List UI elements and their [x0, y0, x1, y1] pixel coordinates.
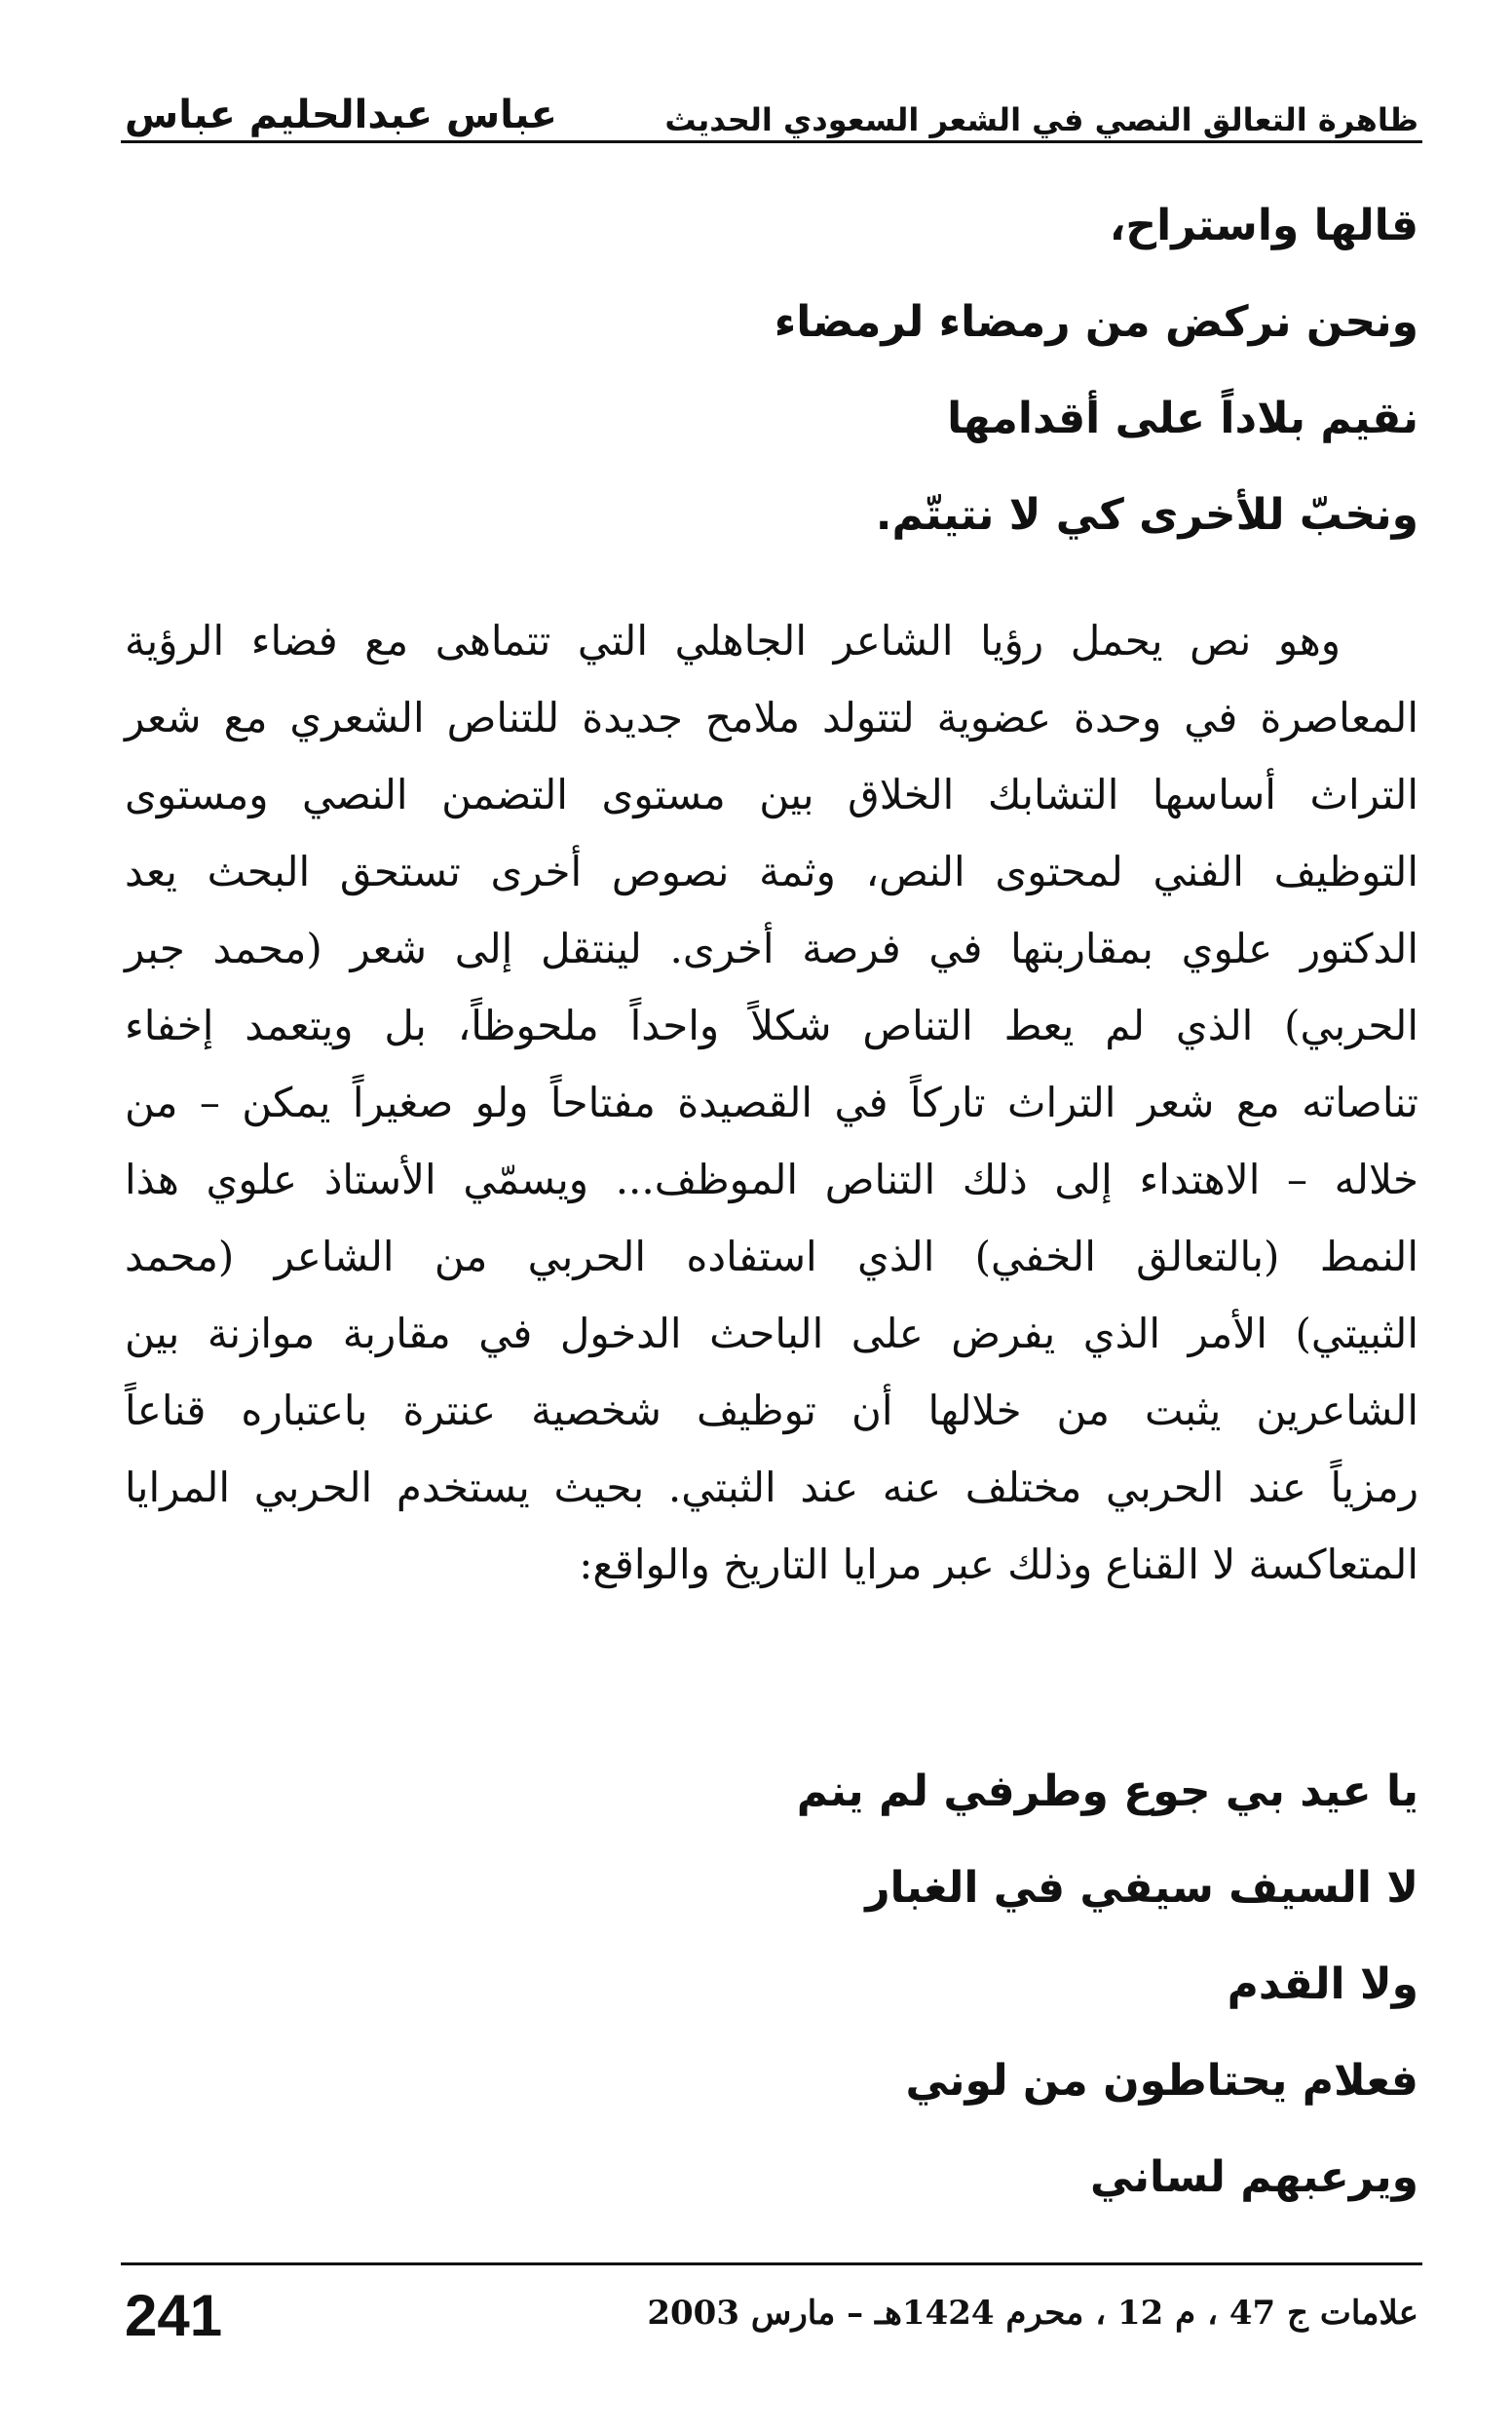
paragraph-line: النمط (بالتعالق الخفي) الذي استفاده الحربي من الشاعر (محمد: [125, 1233, 1418, 1280]
poem-line: ونخبّ للأخرى كي لا نتيتّم.: [875, 490, 1418, 540]
poem-line: نقيم بلاداً على أقدامها: [947, 394, 1418, 443]
poem-line: ونحن نركض من رمضاء لرمضاء: [774, 297, 1418, 347]
poem-line: ويرعبهم لساني: [1090, 2152, 1418, 2202]
paragraph-line: المتعاكسة لا القناع وذلك عبر مرايا التاريخ والواقع:: [579, 1540, 1418, 1588]
footer-divider: [121, 2262, 1422, 2265]
body-paragraph: [125, 602, 1418, 1603]
paragraph-line: الشاعرين يثبت من خلالها أن توظيف شخصية عنترة باعتباره قناعاً: [125, 1387, 1418, 1434]
paragraph-line: التراث أساسها التشابك الخلاق بين مستوى التضمن النصي ومستوى: [125, 771, 1418, 818]
poem-line: ولا القدم: [1227, 1959, 1418, 2009]
header-author: عباس عبدالحليم عباس: [125, 93, 557, 137]
paragraph-line: المعاصرة في وحدة عضوية لتتولد ملامح جديدة للتناص الشعري مع شعر: [125, 694, 1418, 741]
journal-citation: علامات ج 47 ، م 12 ، محرم 1424هـ – مارس 2003: [647, 2294, 1418, 2333]
poem-line: قالها واستراح،: [1109, 201, 1418, 250]
paragraph-line: التوظيف الفني لمحتوى النص، وثمة نصوص أخرى تستحق البحث يعد: [125, 848, 1418, 895]
paragraph-line: الثبيتي) الأمر الذي يفرض على الباحث الدخول في مقاربة موازنة بين: [125, 1310, 1418, 1357]
paragraph-line: الحربي) الذي لم يعط التناص شكلاً واحداً ملحوظاً، بل ويتعمد إخفاء: [125, 1002, 1418, 1049]
paragraph-line: الدكتور علوي بمقاربتها في فرصة أخرى. لينتقل إلى شعر (محمد جبر: [125, 925, 1418, 972]
poem-line: لا السيف سيفي في الغبار: [865, 1863, 1418, 1913]
paragraph-line: وهو نص يحمل رؤيا الشاعر الجاهلي التي تتماهى مع فضاء الرؤية: [125, 617, 1341, 665]
poem-excerpt-bottom: [125, 1743, 1418, 2225]
paragraph-line: خلاله – الاهتداء إلى ذلك التناص الموظف... ويسمّي الأستاذ علوي هذا: [125, 1156, 1418, 1203]
poem-excerpt-top: [125, 177, 1418, 563]
running-footer: [125, 2284, 1418, 2372]
header-title: ظاهرة التعالق النصي في الشعر السعودي الحديث: [664, 100, 1418, 138]
page-number: 241: [125, 2283, 223, 2348]
poem-line: يا عيد بي جوع وطرفي لم ينم: [796, 1767, 1418, 1816]
header-divider: [121, 140, 1422, 143]
paragraph-line: تناصاته مع شعر التراث تاركاً في القصيدة مفتاحاً ولو صغيراً يمكن – من: [125, 1079, 1418, 1126]
running-header: [125, 60, 1418, 138]
poem-line: فعلام يحتاطون من لوني: [905, 2056, 1418, 2106]
paragraph-line: رمزياً عند الحربي مختلف عنه عند الثبتي. بحيث يستخدم الحربي المرايا: [125, 1463, 1418, 1511]
